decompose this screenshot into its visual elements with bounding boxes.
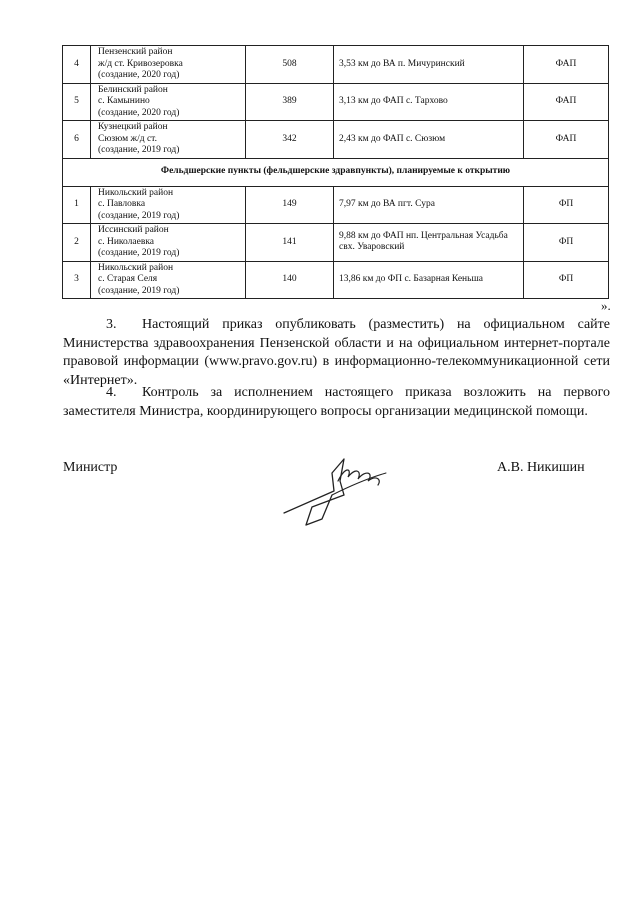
distance-cell: 3,13 км до ФАП с. Тархово xyxy=(334,83,524,121)
paragraph-3 xyxy=(63,316,610,390)
distance-cell: 3,53 км до ВА п. Мичуринский xyxy=(334,46,524,84)
distance-cell: 13,86 км до ФП с. Базарная Кеньша xyxy=(334,261,524,299)
distance-cell: 9,88 км до ФАП нп. Центральная Усадьба свх. Уваровский xyxy=(334,224,524,262)
row-number: 6 xyxy=(63,121,91,159)
facilities-table xyxy=(62,45,609,299)
locality-cell xyxy=(91,186,246,224)
settlement-name: с. Камынино xyxy=(98,96,150,106)
settlement-name: с. Старая Селя xyxy=(98,274,158,284)
settlement-name: ж/д ст. Кривозеровка xyxy=(98,58,183,69)
distance-cell: 2,43 км до ФАП с. Сюзюм xyxy=(334,121,524,159)
population-cell: 141 xyxy=(246,224,334,262)
facility-type-cell: ФП xyxy=(524,186,609,224)
row-number: 3 xyxy=(63,261,91,299)
section-title: Фельдшерские пункты (фельдшерские здравпункты), планируемые к открытию xyxy=(63,158,609,186)
district-name: Кузнецкий район xyxy=(98,122,168,132)
row-number: 2 xyxy=(63,224,91,262)
creation-note: (создание, 2020 год) xyxy=(98,107,180,118)
table-row xyxy=(63,46,609,84)
creation-note: (создание, 2020 год) xyxy=(98,70,180,80)
signer-name: А.В. Никишин xyxy=(497,460,585,475)
paragraph-text: Контроль за исполнением настоящего приказа возложить на первого заместителя Министра, координирующего вопросы организации медицинской помощи. xyxy=(63,385,610,419)
creation-note: (создание, 2019 год) xyxy=(98,210,180,221)
population-cell: 508 xyxy=(246,46,334,84)
facility-type-cell: ФАП xyxy=(524,121,609,159)
settlement-name: с. Николаевка xyxy=(98,236,155,247)
facility-type-cell: ФП xyxy=(524,224,609,262)
row-number: 4 xyxy=(63,46,91,84)
creation-note: (создание, 2019 год) xyxy=(98,248,180,258)
district-name: Пензенский район xyxy=(98,47,173,57)
population-cell: 342 xyxy=(246,121,334,159)
table-row xyxy=(63,121,609,159)
paragraph-4 xyxy=(63,384,610,421)
section-header-row xyxy=(63,158,609,186)
locality-cell xyxy=(91,224,246,262)
settlement-name: Сюзюм ж/д ст. xyxy=(98,133,157,144)
creation-note: (создание, 2019 год) xyxy=(98,145,180,155)
paragraph-text: Настоящий приказ опубликовать (разместить) на официальном сайте Министерства здравоохранения Пензенской области и на официальном интернет-портале правовой информации (www.pravo.gov.ru) в информационно-телекоммуникационной сети «Интернет». xyxy=(63,317,610,388)
settlement-name: с. Павловка xyxy=(98,199,146,209)
locality-cell xyxy=(91,46,246,84)
population-cell: 389 xyxy=(246,83,334,121)
district-name: Никольский район xyxy=(98,187,174,198)
handwritten-signature xyxy=(282,455,402,545)
paragraph-number: 4. xyxy=(106,385,117,400)
district-name: Иссинский район xyxy=(98,225,169,235)
locality-cell xyxy=(91,121,246,159)
facility-type-cell: ФП xyxy=(524,261,609,299)
facility-type-cell: ФАП xyxy=(524,46,609,84)
facility-type-cell: ФАП xyxy=(524,83,609,121)
district-name: Белинский район xyxy=(98,84,168,95)
row-number: 1 xyxy=(63,186,91,224)
paragraph-number: 3. xyxy=(106,317,117,332)
table-row xyxy=(63,83,609,121)
table-row xyxy=(63,186,609,224)
population-cell: 149 xyxy=(246,186,334,224)
creation-note: (создание, 2019 год) xyxy=(98,285,180,296)
closing-quote: ». xyxy=(601,298,611,313)
distance-cell: 7,97 км до ВА пгт. Сура xyxy=(334,186,524,224)
locality-cell xyxy=(91,83,246,121)
signer-title: Министр xyxy=(63,460,118,475)
table-row xyxy=(63,261,609,299)
locality-cell xyxy=(91,261,246,299)
row-number: 5 xyxy=(63,83,91,121)
table-row xyxy=(63,224,609,262)
population-cell: 140 xyxy=(246,261,334,299)
district-name: Никольский район xyxy=(98,262,174,273)
